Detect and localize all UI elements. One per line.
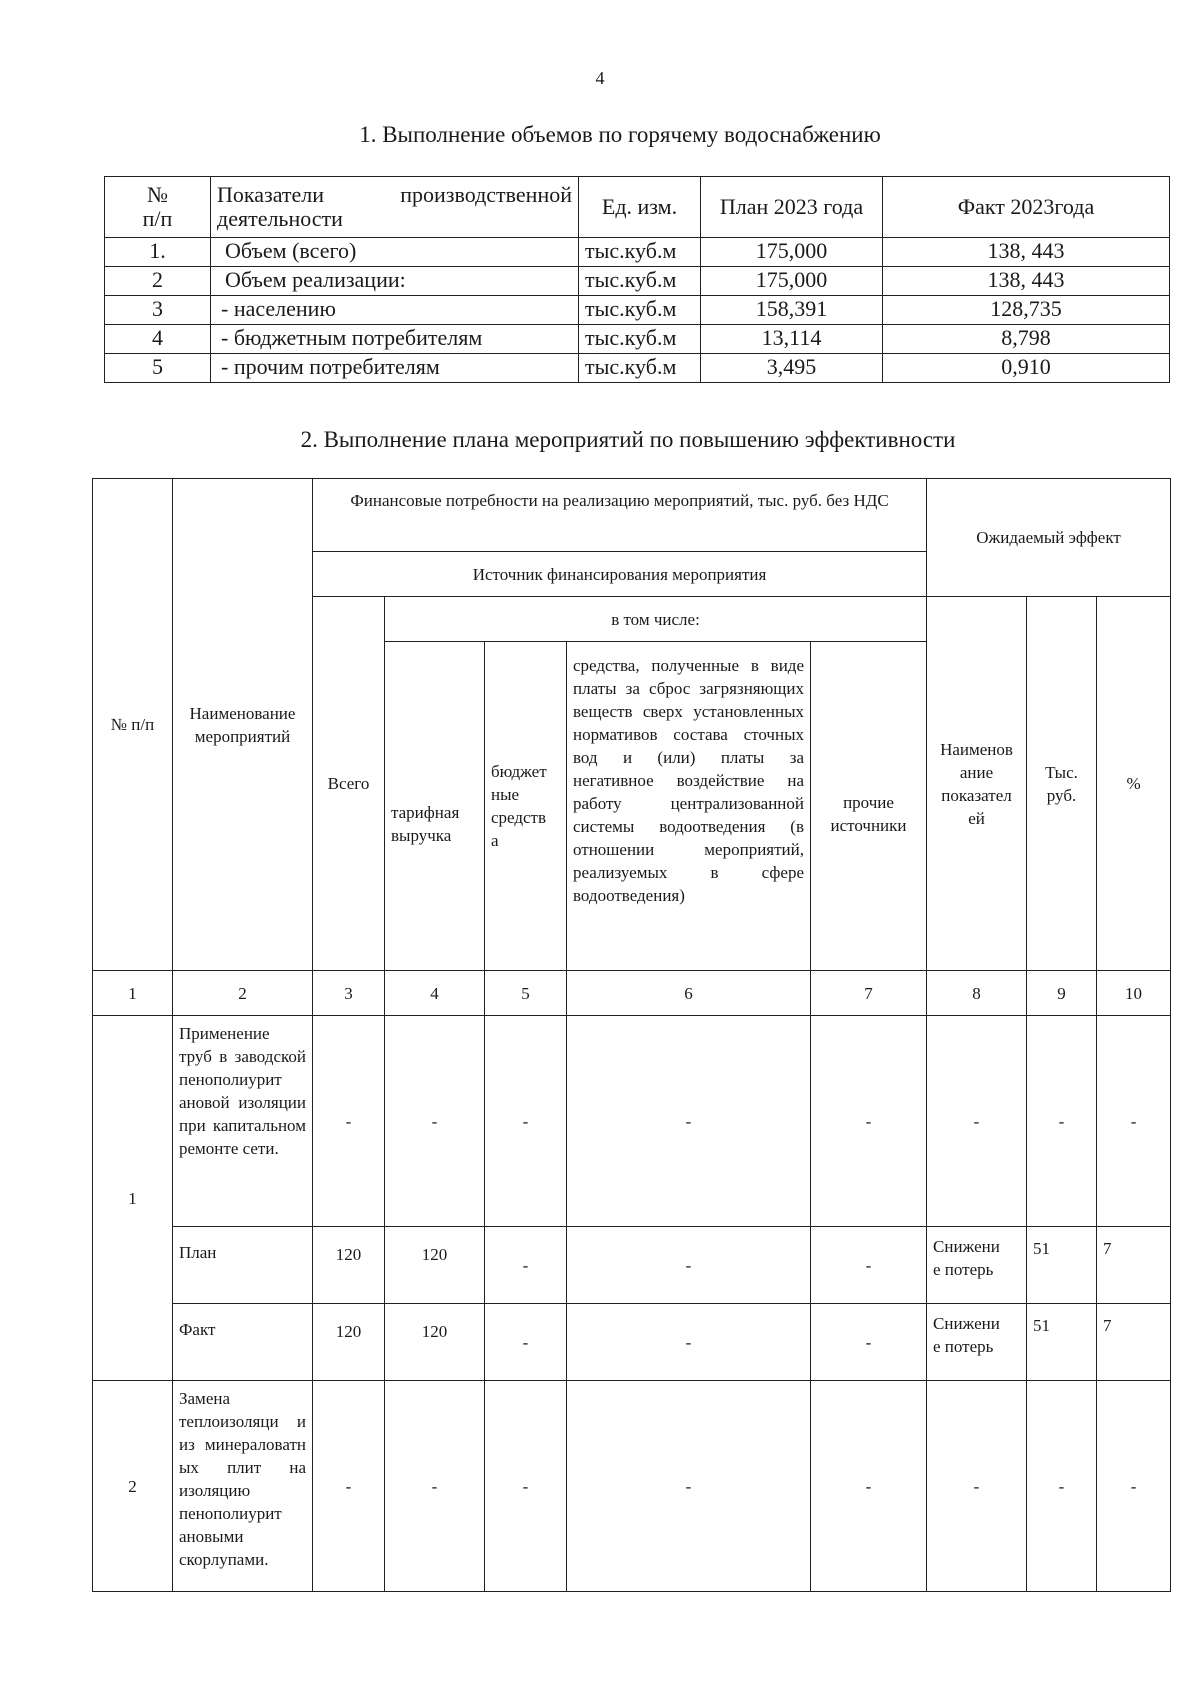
header-num: № п/п xyxy=(105,177,211,238)
measure-cell: - xyxy=(811,1016,927,1227)
measure-2-row xyxy=(93,1381,1171,1592)
hot-water-volume-title: 1. Выполнение объемов по горячему водоснабжению xyxy=(359,122,881,147)
measure-cell: - xyxy=(385,1016,485,1227)
measure-cell: - xyxy=(567,1016,811,1227)
efficiency-plan-table xyxy=(92,478,1171,1592)
row-name: - населению xyxy=(211,296,579,325)
measure-num: 1 xyxy=(93,1016,173,1381)
measure-cell: - xyxy=(385,1381,485,1592)
row-tariff: 120 xyxy=(385,1304,485,1381)
measure-cell: - xyxy=(567,1381,811,1592)
page-number: 4 xyxy=(595,68,605,88)
header-fees: средства, полученные в виде платы за сброс загрязняющих веществ сверх установленных нормативов состава сточных вод и (или) платы за негативное воздействие на работу централизованной системы водоотведения (в отношении мероприятий, реализуемых в сфере водоотведения) xyxy=(567,642,811,971)
row-total: 120 xyxy=(313,1227,385,1304)
measure-name: Применение труб в заводской пенополиурит ановой изоляции при капитальном ремонте сети. xyxy=(173,1016,313,1227)
header-percent: % xyxy=(1097,597,1171,971)
header-thousand-rub: Тыс. руб. xyxy=(1027,597,1097,971)
column-number: 2 xyxy=(173,971,313,1016)
row-num: 4 xyxy=(105,325,211,354)
measure-cell: - xyxy=(485,1016,567,1227)
row-num: 5 xyxy=(105,354,211,383)
header-indicator: Наименов ание показател ей xyxy=(927,597,1027,971)
row-thousand: 51 xyxy=(1027,1227,1097,1304)
row-thousand: 51 xyxy=(1027,1304,1097,1381)
table-row xyxy=(105,325,1170,354)
header-fact: Факт 2023года xyxy=(883,177,1170,238)
header-total: Всего xyxy=(313,597,385,971)
header-row-1 xyxy=(93,479,1171,552)
row-fact: 128,735 xyxy=(883,296,1170,325)
measure-1-fact-row xyxy=(93,1304,1171,1381)
header-tariff: тарифная выручка xyxy=(385,642,485,971)
efficiency-plan-title: 2. Выполнение плана мероприятий по повышению эффективности xyxy=(300,427,956,452)
row-unit: тыс.куб.м xyxy=(579,267,701,296)
header-num: № п/п xyxy=(93,479,173,971)
row-plan: 158,391 xyxy=(701,296,883,325)
row-plan: 13,114 xyxy=(701,325,883,354)
row-unit: тыс.куб.м xyxy=(579,296,701,325)
column-number: 3 xyxy=(313,971,385,1016)
measure-cell: - xyxy=(1027,1381,1097,1592)
row-indicator: Снижени е потерь xyxy=(927,1227,1027,1304)
header-budget: бюджет ные средств а xyxy=(485,642,567,971)
column-number: 6 xyxy=(567,971,811,1016)
measure-cell: - xyxy=(485,1381,567,1592)
column-number: 4 xyxy=(385,971,485,1016)
row-budget: - xyxy=(485,1227,567,1304)
column-numbers-row xyxy=(93,971,1171,1016)
row-label: План xyxy=(173,1227,313,1304)
row-name: - прочим потребителям xyxy=(211,354,579,383)
measure-cell: - xyxy=(1097,1016,1171,1227)
column-number: 10 xyxy=(1097,971,1171,1016)
column-number: 7 xyxy=(811,971,927,1016)
measure-cell: - xyxy=(927,1381,1027,1592)
column-number: 5 xyxy=(485,971,567,1016)
table-row xyxy=(105,238,1170,267)
row-budget: - xyxy=(485,1304,567,1381)
table-header-row xyxy=(105,177,1170,238)
row-plan: 175,000 xyxy=(701,238,883,267)
row-name: Объем реализации: xyxy=(211,267,579,296)
row-num: 2 xyxy=(105,267,211,296)
header-unit: Ед. изм. xyxy=(579,177,701,238)
row-plan: 3,495 xyxy=(701,354,883,383)
header-including: в том числе: xyxy=(385,597,927,642)
row-unit: тыс.куб.м xyxy=(579,354,701,383)
row-fact: 8,798 xyxy=(883,325,1170,354)
measure-name: Замена теплоизоляци и из минераловатн ых плит на изоляцию пенополиурит ановыми скорлупами. xyxy=(173,1381,313,1592)
measure-cell: - xyxy=(1027,1016,1097,1227)
row-percent: 7 xyxy=(1097,1304,1171,1381)
header-plan: План 2023 года xyxy=(701,177,883,238)
table-row xyxy=(105,267,1170,296)
table-row xyxy=(105,296,1170,325)
row-label: Факт xyxy=(173,1304,313,1381)
header-other: прочие источники xyxy=(811,642,927,971)
header-indicator xyxy=(211,177,579,238)
row-num: 3 xyxy=(105,296,211,325)
row-plan: 175,000 xyxy=(701,267,883,296)
row-name: - бюджетным потребителям xyxy=(211,325,579,354)
row-fact: 138, 443 xyxy=(883,267,1170,296)
header-financial: Финансовые потребности на реализацию мероприятий, тыс. руб. без НДС xyxy=(313,479,927,552)
header-indicator-a: Показатели xyxy=(217,182,325,207)
header-effect: Ожидаемый эффект xyxy=(927,479,1171,597)
row-num: 1. xyxy=(105,238,211,267)
row-percent: 7 xyxy=(1097,1227,1171,1304)
header-indicator-b: производственной xyxy=(400,182,572,207)
row-name: Объем (всего) xyxy=(211,238,579,267)
hot-water-volume-table xyxy=(104,176,1170,383)
row-other: - xyxy=(811,1227,927,1304)
measure-cell: - xyxy=(927,1016,1027,1227)
measure-cell: - xyxy=(313,1016,385,1227)
row-fact: 0,910 xyxy=(883,354,1170,383)
measure-cell: - xyxy=(811,1381,927,1592)
row-total: 120 xyxy=(313,1304,385,1381)
measure-cell: - xyxy=(1097,1381,1171,1592)
row-fees: - xyxy=(567,1304,811,1381)
row-unit: тыс.куб.м xyxy=(579,325,701,354)
table-row xyxy=(105,354,1170,383)
column-number: 1 xyxy=(93,971,173,1016)
measure-num: 2 xyxy=(93,1381,173,1592)
measure-1-row xyxy=(93,1016,1171,1227)
column-number: 9 xyxy=(1027,971,1097,1016)
header-indicator-c: деятельности xyxy=(217,206,343,231)
measure-1-plan-row xyxy=(93,1227,1171,1304)
column-number: 8 xyxy=(927,971,1027,1016)
header-name: Наименование мероприятий xyxy=(173,479,313,971)
measure-cell: - xyxy=(313,1381,385,1592)
row-other: - xyxy=(811,1304,927,1381)
row-fees: - xyxy=(567,1227,811,1304)
row-indicator: Снижени е потерь xyxy=(927,1304,1027,1381)
header-source: Источник финансирования мероприятия xyxy=(313,552,927,597)
row-fact: 138, 443 xyxy=(883,238,1170,267)
row-tariff: 120 xyxy=(385,1227,485,1304)
row-unit: тыс.куб.м xyxy=(579,238,701,267)
